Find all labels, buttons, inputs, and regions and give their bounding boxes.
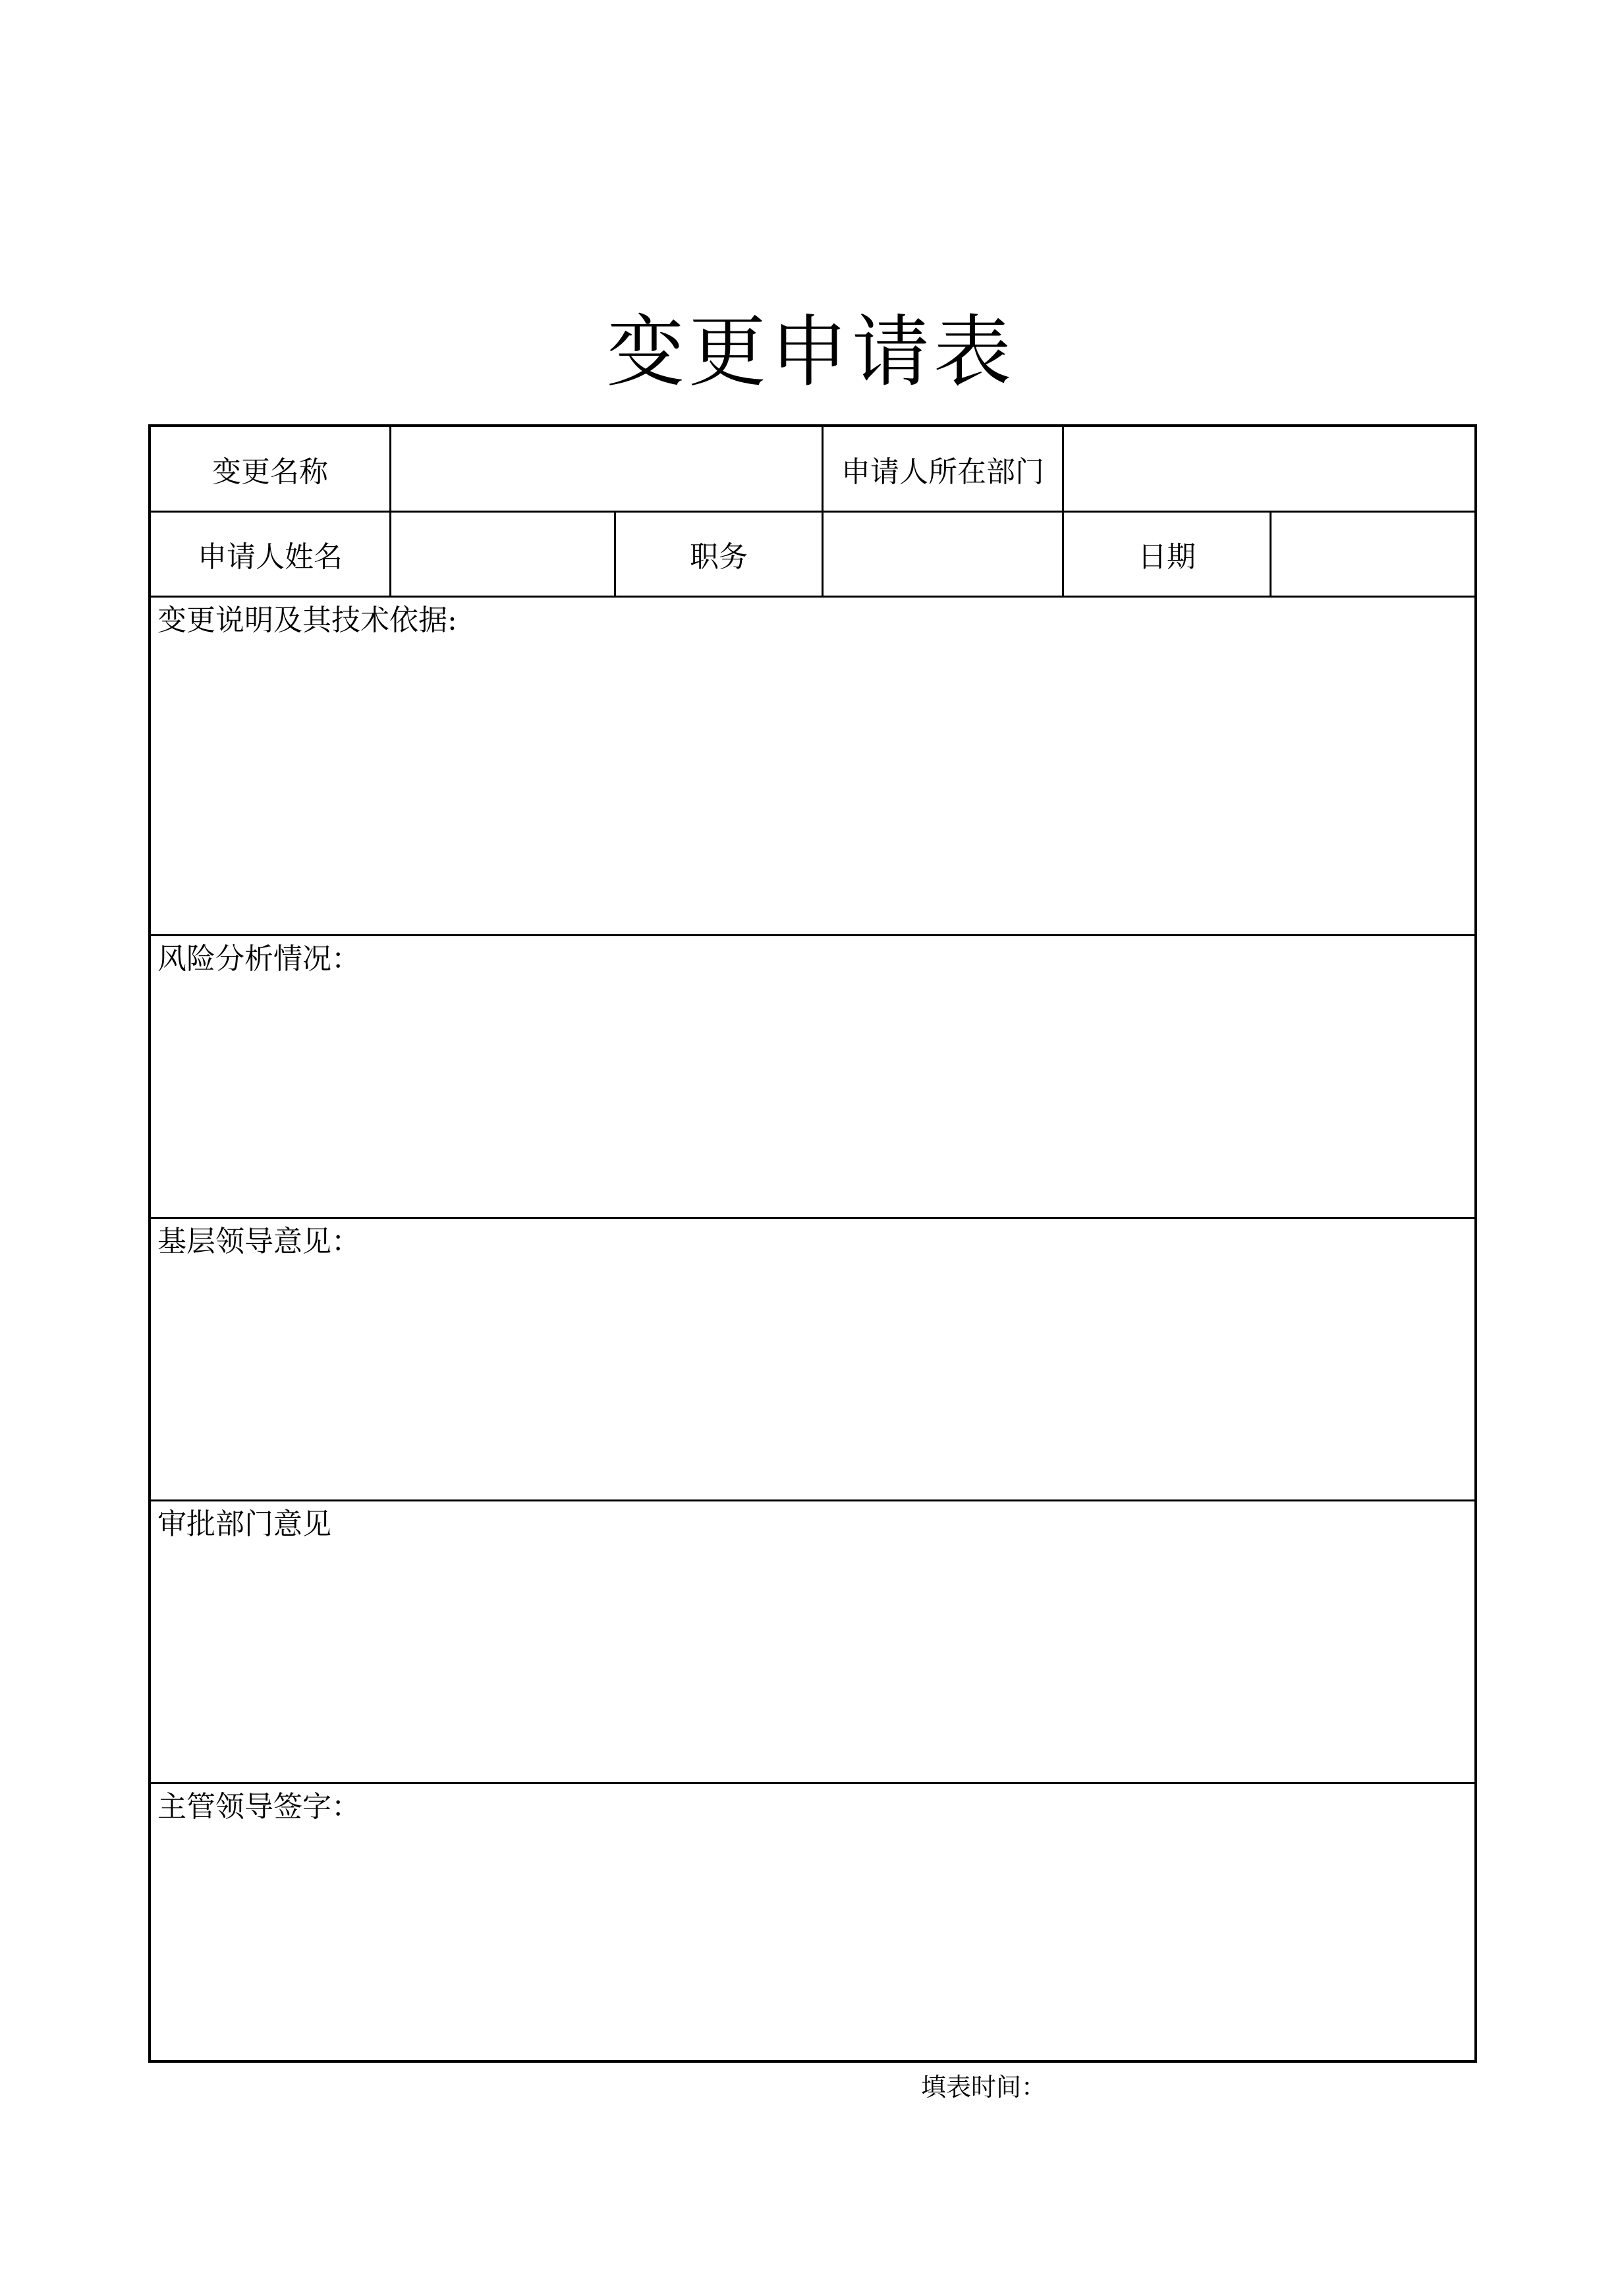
page-title: 变更申请表	[606, 306, 1015, 398]
position-label: 职务	[690, 540, 748, 574]
fill-time-label: 填表时间：	[921, 2073, 1047, 2102]
grassroots-leader-opinion-label: 基层领导意见：	[157, 1225, 360, 1258]
section-divider-4	[151, 1782, 1474, 1784]
section-divider-3	[151, 1499, 1474, 1501]
change-description-label: 变更说明及其技术依据:	[157, 603, 457, 637]
risk-analysis-label: 风险分析情况：	[157, 942, 360, 976]
applicant-name-label: 申请人姓名	[198, 540, 343, 574]
date-field[interactable]	[1272, 513, 1474, 596]
change-name-label: 变更名称	[212, 455, 328, 489]
position-field[interactable]	[824, 513, 1062, 596]
section-divider-1	[151, 934, 1474, 936]
approval-department-opinion-label: 审批部门意见	[157, 1507, 331, 1541]
supervisor-signature-label: 主管领导签字：	[157, 1790, 360, 1824]
department-field[interactable]	[1064, 427, 1474, 511]
section-divider-2	[151, 1217, 1474, 1219]
date-label: 日期	[1138, 540, 1196, 574]
department-label: 申请人所在部门	[841, 455, 1044, 489]
row-divider-2	[151, 596, 1474, 598]
change-name-field[interactable]	[391, 427, 822, 511]
change-request-form	[148, 424, 1477, 2063]
applicant-name-field[interactable]	[391, 513, 614, 596]
